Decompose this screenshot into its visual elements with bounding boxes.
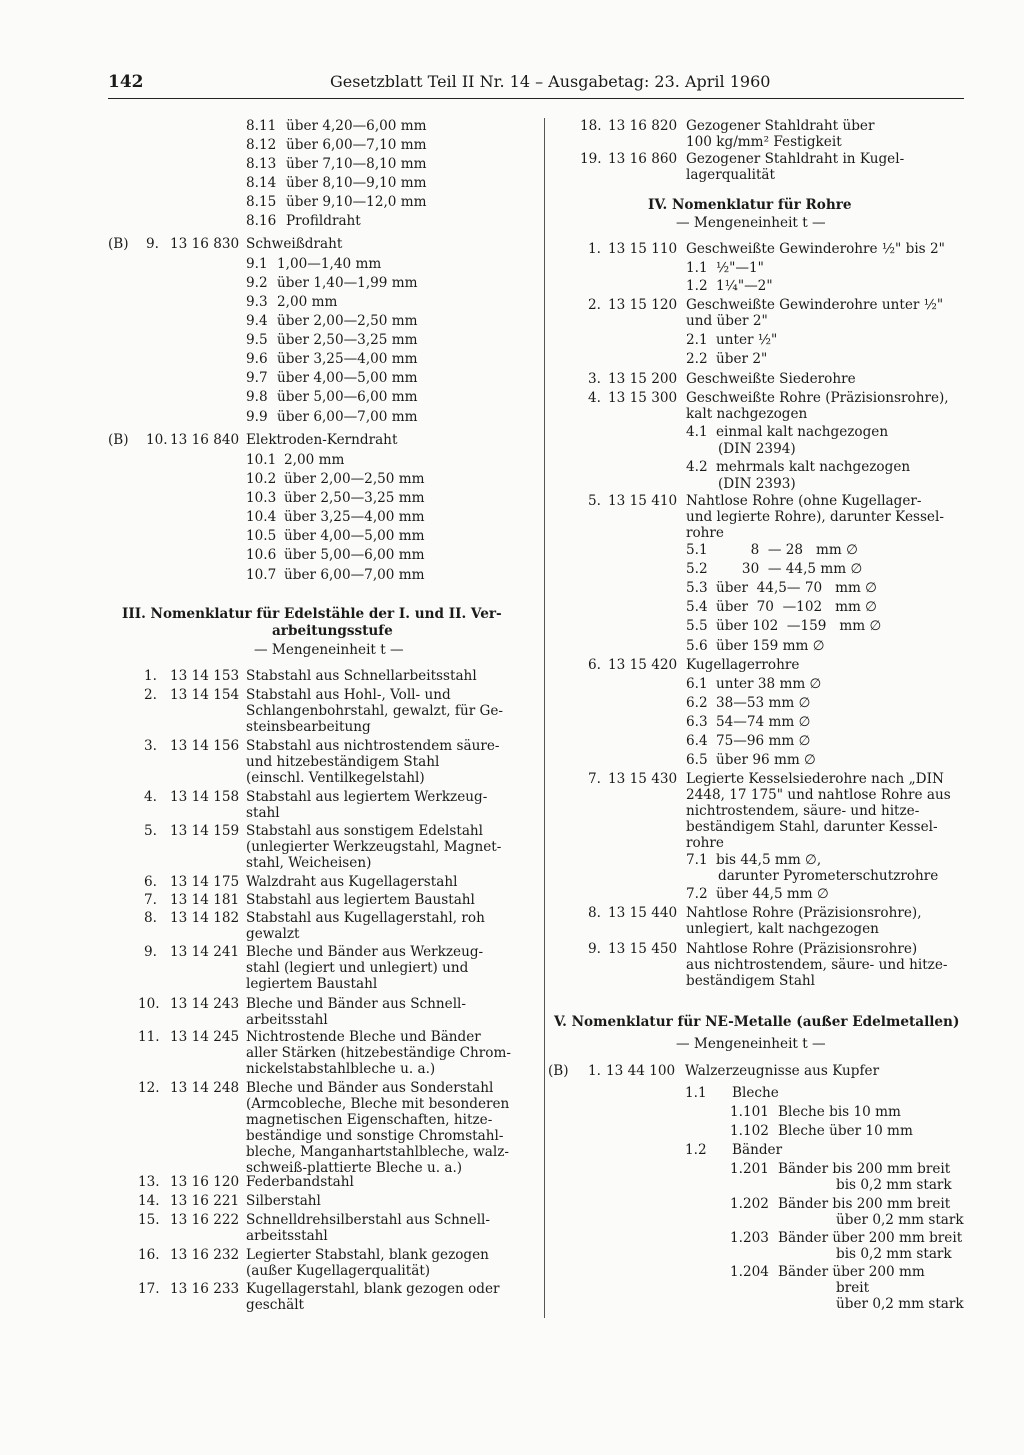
entry-text: Geschweißte Siederohre <box>686 371 856 387</box>
sub-text: (DIN 2393) <box>718 476 796 492</box>
sub-text: über 3,25—4,00 mm <box>277 351 418 367</box>
sub-text: über 3,25—4,00 mm <box>284 509 425 525</box>
section3-title-line1: III. Nomenklatur für Edelstähle der I. und II. Ver- <box>122 606 502 622</box>
sub-number: 4.2 <box>686 459 708 475</box>
entry-text: Geschweißte Gewinderohre unter ½" <box>686 297 944 313</box>
sub-number: 5.2 <box>686 561 708 577</box>
sub-text: breit <box>836 1280 870 1296</box>
section5-title: V. Nomenklatur für NE-Metalle (außer Edelmetallen) <box>554 1014 960 1030</box>
entry-text: unlegiert, kalt nachgezogen <box>686 921 879 937</box>
sub-number: 4.1 <box>686 424 708 440</box>
entry-text: und legierte Rohre), darunter Kessel- <box>686 509 944 525</box>
entry-number: 1. <box>588 1063 601 1079</box>
sub-text: über 6,00—7,00 mm <box>277 409 418 425</box>
page-number: 142 <box>108 72 144 92</box>
entry-number: 8. <box>588 905 601 921</box>
sub-number: 1.101 <box>730 1104 769 1120</box>
sub-number: 5.6 <box>686 638 708 654</box>
entry-number: 8. <box>144 910 157 926</box>
sub-number: 5.4 <box>686 599 708 615</box>
sub-text: 54—74 mm ∅ <box>716 714 811 730</box>
entry-text: stahl <box>246 805 280 821</box>
sub-number: 1.2 <box>686 278 708 294</box>
entry-code: 13 15 440 <box>608 905 678 921</box>
column-divider <box>544 118 545 1318</box>
sub-number: 10.1 <box>246 452 277 468</box>
sub-text: über 9,10—12,0 mm <box>286 194 427 210</box>
entry-text: rohre <box>686 525 724 541</box>
entry-code: 13 16 830 <box>170 236 240 252</box>
entry-number: 5. <box>144 823 157 839</box>
sub-text: Bänder bis 200 mm breit <box>778 1196 951 1212</box>
section5-unit: — Mengeneinheit t — <box>676 1036 826 1052</box>
page-title: Gesetzblatt Teil II Nr. 14 – Ausgabetag: 23. April 1960 <box>330 72 771 91</box>
sub-number: 10.7 <box>246 567 277 583</box>
sub-number: 9.6 <box>246 351 268 367</box>
entry-text: Geschweißte Gewinderohre ½" bis 2" <box>686 241 945 257</box>
entry-text: Kugellagerstahl, blank gezogen oder <box>246 1281 500 1297</box>
entry-number: 2. <box>144 687 157 703</box>
sub-text: bis 0,2 mm stark <box>836 1177 952 1193</box>
entry-text: Gezogener Stahldraht über <box>686 118 875 134</box>
entry-text: arbeitsstahl <box>246 1228 328 1244</box>
entry-text: legiertem Baustahl <box>246 976 378 992</box>
entry-code: 13 16 232 <box>170 1247 240 1263</box>
entry-code: 13 15 300 <box>608 390 678 406</box>
sub-number: 10.2 <box>246 471 277 487</box>
sub-number: 9.3 <box>246 294 268 310</box>
entry-text: Schlangenbohrstahl, gewalzt, für Ge- <box>246 703 504 719</box>
entry-number: 2. <box>588 297 601 313</box>
entry-text: aus nichtrostendem, säure- und hitze- <box>686 957 948 973</box>
entry-number: 14. <box>138 1193 160 1209</box>
entry-text: arbeitsstahl <box>246 1012 328 1028</box>
sub-text: über 2,00—2,50 mm <box>284 471 425 487</box>
entry-code: 13 15 450 <box>608 941 678 957</box>
entry-number: 15. <box>138 1212 160 1228</box>
sub-number: 9.4 <box>246 313 268 329</box>
entry-text: Bleche und Bänder aus Schnell- <box>246 996 466 1012</box>
entry-text: nickelstabstahlbleche u. a.) <box>246 1061 436 1077</box>
entry-code: 13 14 175 <box>170 874 240 890</box>
entry-number: 1. <box>144 668 157 684</box>
entry-text: steinsbearbeitung <box>246 719 371 735</box>
entry-text: Geschweißte Rohre (Präzisionsrohre), <box>686 390 949 406</box>
entry-mark: (B) <box>548 1063 569 1079</box>
entry-text: Stabstahl aus nichtrostendem säure- <box>246 738 500 754</box>
sub-text: über 159 mm ∅ <box>716 638 825 654</box>
section4-title: IV. Nomenklatur für Rohre <box>648 197 852 213</box>
entry-code: 13 14 159 <box>170 823 240 839</box>
entry-code: 13 14 243 <box>170 996 240 1012</box>
entry-text: (einschl. Ventilkegelstahl) <box>246 770 425 786</box>
sub-text: über 102 —159 mm ∅ <box>716 618 882 634</box>
entry-text: Stabstahl aus sonstigem Edelstahl <box>246 823 484 839</box>
entry-text: kalt nachgezogen <box>686 406 808 422</box>
sub-text: über 2" <box>716 351 768 367</box>
entry-text: gewalzt <box>246 926 300 942</box>
entry-text: Nahtlose Rohre (Präzisionsrohre) <box>686 941 918 957</box>
entry-text: Stabstahl aus Hohl-, Voll- und <box>246 687 451 703</box>
section4-unit: — Mengeneinheit t — <box>676 215 826 231</box>
entry-code: 13 14 156 <box>170 738 240 754</box>
entry-number: 4. <box>144 789 157 805</box>
entry-text: stahl, Weicheisen) <box>246 855 372 871</box>
sub-number: 7.2 <box>686 886 708 902</box>
entry-number: 10. <box>146 432 168 448</box>
sub-text: unter ½" <box>716 332 778 348</box>
entry-number: 10. <box>138 996 160 1012</box>
sub-text: über 2,00—2,50 mm <box>277 313 418 329</box>
sub-number: 8.15 <box>246 194 277 210</box>
entry-text: Walzerzeugnisse aus Kupfer <box>685 1063 880 1079</box>
entry-number: 9. <box>588 941 601 957</box>
sub-text: mehrmals kalt nachgezogen <box>716 459 911 475</box>
entry-text: schweiß-plattierte Bleche u. a.) <box>246 1160 463 1176</box>
entry-number: 7. <box>588 771 601 787</box>
sub-number: 10.4 <box>246 509 277 525</box>
entry-text: Nahtlose Rohre (ohne Kugellager- <box>686 493 922 509</box>
sub-text: 2,00 mm <box>277 294 338 310</box>
entry-number: 1. <box>588 241 601 257</box>
entry-mark: (B) <box>108 236 129 252</box>
entry-number: 6. <box>144 874 157 890</box>
entry-text: beständigem Stahl <box>686 973 816 989</box>
entry-code: 13 15 120 <box>608 297 678 313</box>
entry-code: 13 14 153 <box>170 668 240 684</box>
sub-number: 6.2 <box>686 695 708 711</box>
entry-code: 13 14 154 <box>170 687 240 703</box>
entry-number: 7. <box>144 892 157 908</box>
sub-number: 9.5 <box>246 332 268 348</box>
entry-code: 13 14 245 <box>170 1029 240 1045</box>
entry-text: stahl (legiert und unlegiert) und <box>246 960 469 976</box>
sub-text: Profildraht <box>286 213 361 229</box>
entry-text: 2448, 17 175" und nahtlose Rohre aus <box>686 787 951 803</box>
entry-code: 13 16 222 <box>170 1212 240 1228</box>
entry-number: 3. <box>144 738 157 754</box>
sub-text: über 4,00—5,00 mm <box>277 370 418 386</box>
sub-text: über 44,5 mm ∅ <box>716 886 829 902</box>
entry-code: 13 15 430 <box>608 771 678 787</box>
entry-text: (unlegierter Werkzeugstahl, Magnet- <box>246 839 502 855</box>
sub-number: 10.6 <box>246 547 277 563</box>
entry-text: und über 2" <box>686 313 768 329</box>
entry-number: 13. <box>138 1174 160 1190</box>
sub-number: 1.102 <box>730 1123 769 1139</box>
entry-text: Walzdraht aus Kugellagerstahl <box>246 874 458 890</box>
entry-text: aller Stärken (hitzebeständige Chrom- <box>246 1045 511 1061</box>
sub-text: Bleche <box>732 1085 779 1101</box>
entry-number: 19. <box>580 151 602 167</box>
entry-text: Stabstahl aus Schnellarbeitsstahl <box>246 668 477 684</box>
entry-code: 13 15 110 <box>608 241 678 257</box>
entry-text: Elektroden-Kerndraht <box>246 432 398 448</box>
sub-text: Bänder <box>732 1142 783 1158</box>
sub-text: 8 — 28 mm ∅ <box>716 542 858 558</box>
entry-code: 13 44 100 <box>606 1063 676 1079</box>
sub-number: 5.5 <box>686 618 708 634</box>
section3-unit: — Mengeneinheit t — <box>254 642 404 658</box>
entry-text: geschält <box>246 1297 305 1313</box>
sub-number: 1.204 <box>730 1264 769 1280</box>
sub-text: 1,00—1,40 mm <box>277 256 382 272</box>
entry-text: Schnelldrehsilberstahl aus Schnell- <box>246 1212 490 1228</box>
sub-text: bis 44,5 mm ∅, <box>716 852 822 868</box>
sub-text: darunter Pyrometerschutzrohre <box>718 868 939 884</box>
sub-text: 2,00 mm <box>284 452 345 468</box>
entry-code: 13 16 233 <box>170 1281 240 1297</box>
sub-number: 6.3 <box>686 714 708 730</box>
entry-code: 13 16 860 <box>608 151 678 167</box>
sub-text: über 70 —102 mm ∅ <box>716 599 878 615</box>
entry-text: (außer Kugellagerqualität) <box>246 1263 431 1279</box>
sub-number: 10.3 <box>246 490 277 506</box>
entry-number: 4. <box>588 390 601 406</box>
sub-text: über 2,50—3,25 mm <box>284 490 425 506</box>
sub-number: 8.16 <box>246 213 277 229</box>
sub-text: Bänder über 200 mm <box>778 1264 925 1280</box>
entry-text: Silberstahl <box>246 1193 321 1209</box>
sub-text: über 2,50—3,25 mm <box>277 332 418 348</box>
sub-number: 2.2 <box>686 351 708 367</box>
sub-number: 10.5 <box>246 528 277 544</box>
sub-text: über 4,20—6,00 mm <box>286 118 427 134</box>
entry-text: Stabstahl aus Kugellagerstahl, roh <box>246 910 485 926</box>
sub-number: 8.11 <box>246 118 277 134</box>
entry-text: Legierte Kesselsiederohre nach „DIN <box>686 771 944 787</box>
entry-mark: (B) <box>108 432 129 448</box>
sub-text: über 6,00—7,10 mm <box>286 137 427 153</box>
entry-text: Federbandstahl <box>246 1174 354 1190</box>
sub-number: 6.4 <box>686 733 708 749</box>
sub-text: über 1,40—1,99 mm <box>277 275 418 291</box>
entry-number: 5. <box>588 493 601 509</box>
entry-text: Legierter Stabstahl, blank gezogen <box>246 1247 489 1263</box>
sub-number: 1.203 <box>730 1230 769 1246</box>
entry-code: 13 14 241 <box>170 944 240 960</box>
sub-number: 9.9 <box>246 409 268 425</box>
sub-text: Bänder über 200 mm breit <box>778 1230 963 1246</box>
entry-code: 13 14 248 <box>170 1080 240 1096</box>
sub-text: über 8,10—9,10 mm <box>286 175 427 191</box>
entry-text: (Armcobleche, Bleche mit besonderen <box>246 1096 510 1112</box>
sub-text: ½"—1" <box>716 260 764 276</box>
sub-number: 8.13 <box>246 156 277 172</box>
entry-text: beständigem Stahl, darunter Kessel- <box>686 819 938 835</box>
entry-text: 100 kg/mm² Festigkeit <box>686 134 842 150</box>
entry-code: 13 14 158 <box>170 789 240 805</box>
sub-number: 1.201 <box>730 1161 769 1177</box>
entry-text: magnetischen Eigenschaften, hitze- <box>246 1112 493 1128</box>
entry-number: 17. <box>138 1281 160 1297</box>
entry-text: Nahtlose Rohre (Präzisionsrohre), <box>686 905 922 921</box>
sub-text: 1¼"—2" <box>716 278 773 294</box>
sub-number: 1.2 <box>685 1142 707 1158</box>
entry-code: 13 16 840 <box>170 432 240 448</box>
sub-number: 8.12 <box>246 137 277 153</box>
sub-text: über 0,2 mm stark <box>836 1212 964 1228</box>
sub-number: 1.1 <box>685 1085 707 1101</box>
sub-number: 1.1 <box>686 260 708 276</box>
sub-text: bis 0,2 mm stark <box>836 1246 952 1262</box>
sub-text: einmal kalt nachgezogen <box>716 424 889 440</box>
entry-code: 13 16 820 <box>608 118 678 134</box>
entry-number: 16. <box>138 1247 160 1263</box>
sub-text: über 44,5— 70 mm ∅ <box>716 580 878 596</box>
entry-text: Nichtrostende Bleche und Bänder <box>246 1029 481 1045</box>
entry-code: 13 14 182 <box>170 910 240 926</box>
sub-text: über 5,00—6,00 mm <box>284 547 425 563</box>
sub-text: Bleche über 10 mm <box>778 1123 913 1139</box>
sub-number: 9.2 <box>246 275 268 291</box>
sub-text: über 0,2 mm stark <box>836 1296 964 1312</box>
entry-text: lagerqualität <box>686 167 775 183</box>
sub-number: 9.7 <box>246 370 268 386</box>
entry-text: Bleche und Bänder aus Sonderstahl <box>246 1080 494 1096</box>
sub-text: über 6,00—7,00 mm <box>284 567 425 583</box>
entry-text: Schweißdraht <box>246 236 343 252</box>
sub-number: 6.1 <box>686 676 708 692</box>
entry-text: nichtrostendem, säure- und hitze- <box>686 803 920 819</box>
sub-text: 75—96 mm ∅ <box>716 733 811 749</box>
page-header <box>108 70 964 99</box>
sub-text: Bleche bis 10 mm <box>778 1104 901 1120</box>
sub-number: 5.1 <box>686 542 708 558</box>
entry-number: 18. <box>580 118 602 134</box>
entry-number: 11. <box>138 1029 160 1045</box>
sub-number: 8.14 <box>246 175 277 191</box>
entry-text: bleche, Manganhartstahlbleche, walz- <box>246 1144 509 1160</box>
sub-text: über 96 mm ∅ <box>716 752 816 768</box>
sub-number: 5.3 <box>686 580 708 596</box>
entry-text: Kugellagerrohre <box>686 657 800 673</box>
sub-number: 6.5 <box>686 752 708 768</box>
entry-code: 13 16 120 <box>170 1174 240 1190</box>
entry-code: 13 15 420 <box>608 657 678 673</box>
entry-number: 6. <box>588 657 601 673</box>
sub-number: 2.1 <box>686 332 708 348</box>
sub-text: 30 — 44,5 mm ∅ <box>716 561 863 577</box>
section3-title-line2: arbeitungsstufe <box>272 623 393 639</box>
entry-text: Gezogener Stahldraht in Kugel- <box>686 151 905 167</box>
sub-text: über 5,00—6,00 mm <box>277 389 418 405</box>
entry-number: 9. <box>146 236 159 252</box>
sub-number: 7.1 <box>686 852 708 868</box>
sub-text: 38—53 mm ∅ <box>716 695 811 711</box>
entry-number: 9. <box>144 944 157 960</box>
entry-text: Stabstahl aus legiertem Baustahl <box>246 892 475 908</box>
entry-text: rohre <box>686 835 724 851</box>
sub-text: Bänder bis 200 mm breit <box>778 1161 951 1177</box>
entry-code: 13 15 410 <box>608 493 678 509</box>
sub-text: über 7,10—8,10 mm <box>286 156 427 172</box>
sub-number: 9.8 <box>246 389 268 405</box>
sub-number: 9.1 <box>246 256 268 272</box>
entry-text: Stabstahl aus legiertem Werkzeug- <box>246 789 488 805</box>
entry-code: 13 15 200 <box>608 371 678 387</box>
entry-code: 13 16 221 <box>170 1193 240 1209</box>
entry-code: 13 14 181 <box>170 892 240 908</box>
sub-number: 1.202 <box>730 1196 769 1212</box>
sub-text: über 4,00—5,00 mm <box>284 528 425 544</box>
entry-text: beständige und sonstige Chromstahl- <box>246 1128 504 1144</box>
entry-number: 3. <box>588 371 601 387</box>
entry-text: und hitzebeständigem Stahl <box>246 754 440 770</box>
sub-text: (DIN 2394) <box>718 441 796 457</box>
sub-text: unter 38 mm ∅ <box>716 676 822 692</box>
entry-number: 12. <box>138 1080 160 1096</box>
entry-text: Bleche und Bänder aus Werkzeug- <box>246 944 484 960</box>
